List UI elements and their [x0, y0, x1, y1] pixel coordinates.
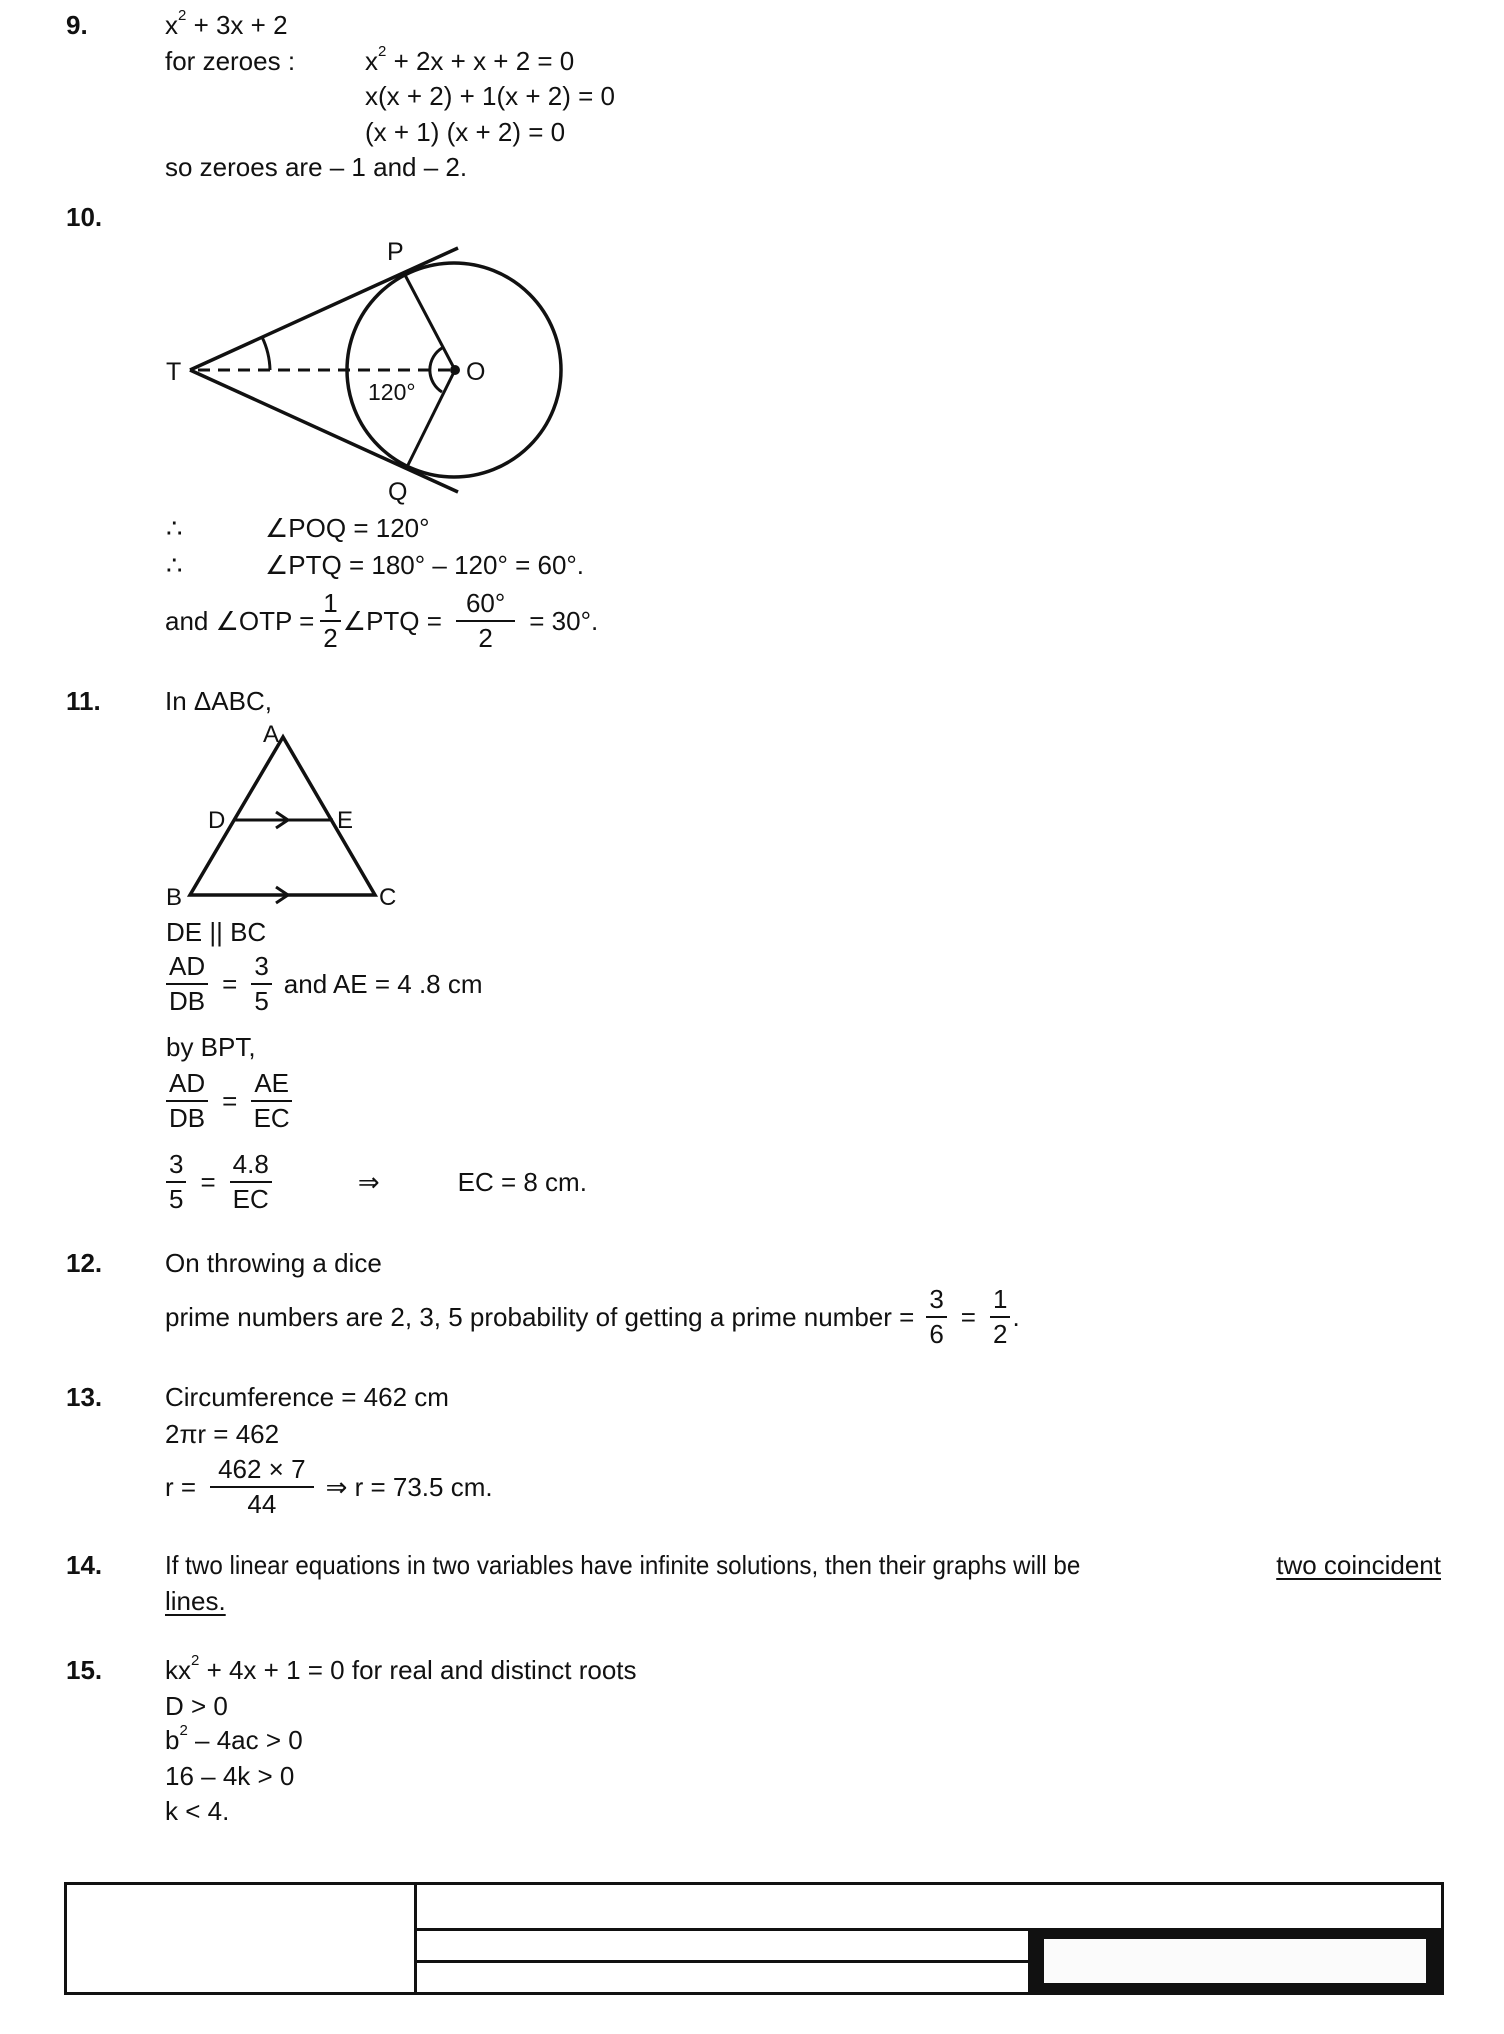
label-q: Q	[388, 478, 408, 506]
footer-column-divider	[414, 1882, 417, 1995]
fraction-numerator: 1	[990, 1286, 1010, 1318]
equals-sign: =	[200, 1167, 216, 1198]
label-p: P	[387, 238, 404, 266]
fraction-denominator: 2	[323, 623, 338, 654]
q10-therefore-1: ∴	[166, 513, 183, 543]
fraction-denominator: DB	[169, 1103, 206, 1134]
q10-final-tail: = 30°.	[529, 606, 599, 637]
q9-expr-base: x	[165, 10, 178, 40]
q12-line-2-text: prime numbers are 2, 3, 5 probability of getting a prime number =	[165, 1302, 915, 1333]
q9-step-1-rest: + 2x + x + 2 = 0	[386, 46, 575, 76]
fraction-ae-ec	[251, 1070, 292, 1133]
q13-tail: ⇒ r = 73.5 cm.	[325, 1472, 493, 1503]
fraction-ad-db	[166, 953, 208, 1016]
fraction-3-5	[251, 953, 271, 1016]
fraction-denominator: 44	[247, 1489, 277, 1520]
label-b: B	[166, 884, 183, 911]
question-number-15: 15.	[66, 1655, 103, 1685]
equals-sign: =	[222, 969, 238, 1000]
q10-final-lead: and ∠OTP =	[165, 606, 315, 637]
equals-sign: =	[960, 1302, 976, 1333]
q9-expr-sup: 2	[178, 7, 187, 24]
label-c: C	[379, 884, 397, 911]
q13-lead: r =	[165, 1472, 197, 1503]
equals-sign: =	[222, 1086, 238, 1117]
triangle-abc-diagram	[150, 715, 430, 915]
q10-therefore-2: ∴	[166, 550, 183, 580]
q11-intro: In ΔABC,	[165, 686, 272, 716]
radius-op-line	[405, 275, 455, 370]
fraction-denominator: 5	[254, 986, 269, 1017]
q14-text: If two linear equations in two variables have infinite solutions, then their graphs will be	[165, 1550, 1081, 1580]
fraction-462x7-44	[210, 1456, 313, 1519]
label-t: T	[166, 358, 182, 386]
q9-step-1-sup: 2	[378, 43, 387, 60]
q9-step-3: (x + 1) (x + 2) = 0	[365, 117, 566, 147]
fraction-60-over-2	[456, 590, 515, 653]
q9-conclusion: so zeroes are – 1 and – 2.	[165, 152, 468, 182]
fraction-denominator: 5	[169, 1184, 184, 1215]
fraction-denominator: EC	[232, 1184, 269, 1215]
q10-line-1: ∠POQ = 120°	[265, 513, 430, 543]
q10-final-line	[165, 590, 598, 653]
q11-ratio	[166, 1070, 298, 1133]
fraction-numerator: 4.8	[230, 1151, 272, 1183]
tangent-tq-line	[190, 370, 458, 492]
q13-line-3	[165, 1456, 493, 1519]
implies-arrow: ⇒	[357, 1167, 380, 1198]
fraction-numerator: 60°	[456, 590, 515, 622]
fraction-numerator: 3	[166, 1151, 186, 1183]
q11-given	[166, 953, 483, 1016]
q13-line-1: Circumference = 462 cm	[165, 1382, 449, 1412]
q13-line-2: 2πr = 462	[165, 1419, 280, 1449]
fraction-numerator: 3	[251, 953, 271, 985]
fraction-ad-db	[166, 1070, 208, 1133]
question-number-14: 14.	[66, 1550, 103, 1580]
angle-arc-t	[262, 337, 270, 370]
q9-step-2: x(x + 2) + 1(x + 2) = 0	[365, 81, 615, 111]
q14-answer-part-2: lines.	[165, 1586, 226, 1616]
fraction-numerator: AE	[251, 1070, 292, 1102]
label-angle-120: 120°	[368, 379, 416, 405]
question-number-11: 11.	[66, 686, 101, 716]
label-d: D	[208, 807, 226, 834]
fraction-numerator: 462 × 7	[210, 1456, 313, 1488]
fraction-denominator: EC	[253, 1103, 290, 1134]
question-number-13: 13.	[66, 1382, 103, 1412]
q15-line-2: D > 0	[165, 1691, 228, 1721]
fraction-half	[320, 590, 340, 653]
q11-parallel: DE || BC	[166, 917, 267, 947]
q15-line-3	[165, 1722, 303, 1755]
fraction-numerator: AD	[166, 953, 208, 985]
tangent-tp-line	[190, 248, 458, 370]
q12-line-2	[165, 1286, 1020, 1349]
center-dot	[450, 365, 460, 375]
q15-line-5: k < 4.	[165, 1796, 230, 1826]
q9-expr-rest: + 3x + 2	[186, 10, 288, 40]
fraction-denominator: 6	[929, 1319, 944, 1350]
label-a: A	[263, 721, 280, 748]
q9-label: for zeroes :	[165, 46, 296, 76]
fraction-numerator: 1	[320, 590, 340, 622]
q15-line-4: 16 – 4k > 0	[165, 1761, 295, 1791]
footer-inner-box	[1044, 1939, 1426, 1983]
q12-line-1: On throwing a dice	[165, 1248, 382, 1278]
fraction-48-ec	[230, 1151, 272, 1214]
question-number-9: 9.	[66, 10, 88, 40]
q14-answer-part-1: two coincident	[1276, 1550, 1441, 1580]
q11-solve	[166, 1151, 587, 1214]
label-o: O	[466, 358, 486, 386]
q10-line-2: ∠PTQ = 180° – 120° = 60°.	[265, 550, 585, 580]
q11-result: EC = 8 cm.	[457, 1167, 587, 1198]
q11-given-tail: and AE = 4 .8 cm	[283, 969, 483, 1000]
question-number-12: 12.	[66, 1248, 103, 1278]
q15-line-3-sup: 2	[179, 1722, 188, 1739]
fraction-3-6	[926, 1286, 946, 1349]
fraction-numerator: 3	[926, 1286, 946, 1318]
q11-bpt: by BPT,	[166, 1032, 256, 1062]
q15-line-3-rest: – 4ac > 0	[187, 1725, 303, 1755]
label-e: E	[337, 807, 354, 834]
q9-step-1-base: x	[365, 46, 378, 76]
q15-line-1-base: kx	[165, 1655, 191, 1685]
tangent-circle-diagram	[0, 0, 620, 520]
fraction-1-2	[990, 1286, 1010, 1349]
fraction-denominator: 2	[478, 623, 493, 654]
q14-line-1	[165, 1552, 1441, 1578]
fraction-3-5	[166, 1151, 186, 1214]
fraction-denominator: 2	[992, 1319, 1008, 1350]
q15-line-1	[165, 1652, 637, 1685]
q10-final-mid: ∠PTQ =	[342, 606, 442, 637]
q15-line-1-rest: + 4x + 1 = 0 for real and distinct roots	[199, 1655, 637, 1685]
q12-tail: .	[1012, 1302, 1020, 1333]
fraction-denominator: DB	[169, 986, 206, 1017]
fraction-numerator: AD	[166, 1070, 208, 1102]
q15-line-1-sup: 2	[191, 1652, 200, 1669]
footer-row-divider-2	[416, 1960, 1030, 1963]
q15-line-3-base: b	[165, 1725, 180, 1755]
question-number-10: 10.	[66, 202, 103, 232]
